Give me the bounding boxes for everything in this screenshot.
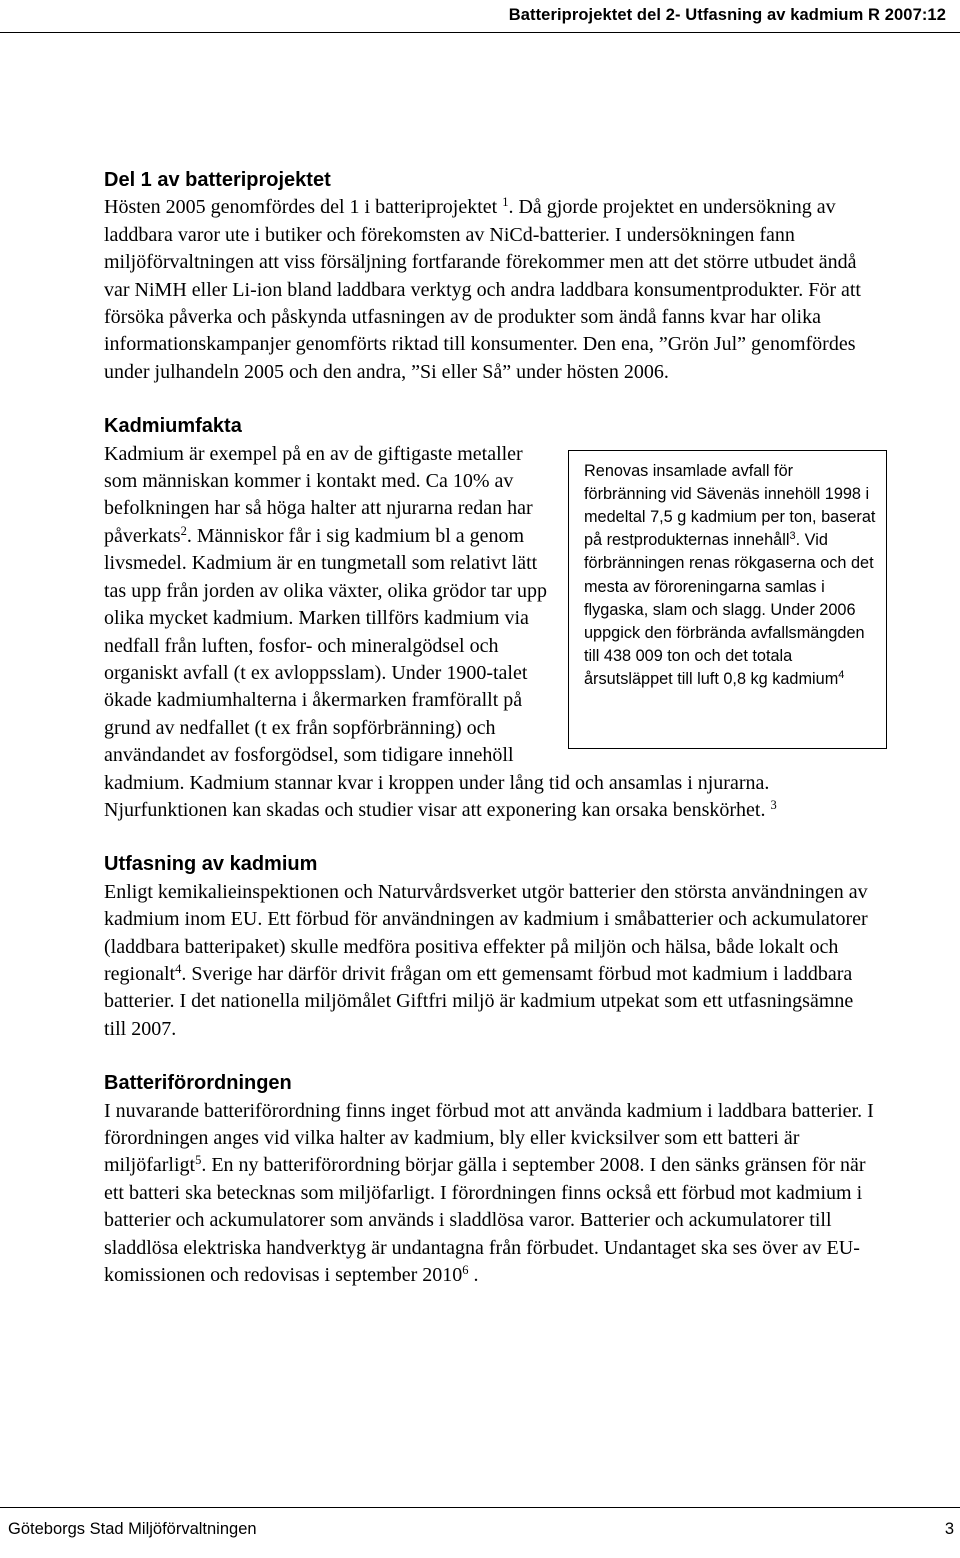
heading-del1: Del 1 av batteriprojektet xyxy=(104,169,331,191)
text: Enligt kemikalieinspektionen och Naturvårdsverket utgör batterier den största användningen av kadmium inom EU. Ett förbud för användningen av kadmium i småbatterier och ackumulatorer (laddbara batteripaket) skulle medföra positiva effekter på miljön och hälsa, både lokalt och regionalt xyxy=(104,880,868,985)
footnote-ref: 4 xyxy=(175,961,182,976)
paragraph-batteriforordningen xyxy=(104,1098,874,1290)
text: . xyxy=(468,1264,479,1287)
text: . Då gjorde projektet en undersökning av laddbara varor ute i butiker och förekomsten av NiCd-batterier. I undersökningen fann miljöförvaltningen att viss försäljning fortfarande förekommer men att det större utbudet ändå var NiMH eller Li-ion bland laddbara verktyg och andra laddbara konsumentprodukter. För att försöka påverka och påskynda utfasningen av de produkter som ändå fanns kvar har olika informationskampanjer genomförts riktad till konsumenter. Den ena, ”Grön Jul” genomfördes under julhandeln 2005 och den andra, ”Si eller Så” under hösten 2006. xyxy=(104,196,861,383)
footnote-ref: 5 xyxy=(195,1153,202,1168)
text: Hösten 2005 genomfördes del 1 i batteriprojektet xyxy=(104,196,503,219)
text: Kadmium är exempel på en av de giftigaste metaller som människan kommer i kontakt med. Ca 10% av befolkningen har så höga halter att njurarna redan har påverkats xyxy=(104,442,533,547)
text: . Vid förbränningen renas rökgaserna och det mesta av föroreningarna samlas i flygaska, slam och slagg. Under 2006 uppgick den förbrända avfallsmängden till 438 009 ton och det totala årsutsläppet till luft 0,8 kg kadmium xyxy=(584,531,874,689)
header-rule xyxy=(0,32,960,33)
heading-kadmiumfakta: Kadmiumfakta xyxy=(104,415,242,438)
section-del1 xyxy=(104,167,874,386)
footer-rule xyxy=(0,1507,960,1508)
footnote-ref: 3 xyxy=(770,797,777,812)
paragraph-del1 xyxy=(104,194,874,386)
document-body xyxy=(104,167,874,1289)
section-kadmiumfakta xyxy=(104,413,874,824)
footnote-ref: 4 xyxy=(838,669,845,682)
fact-box xyxy=(568,450,887,749)
text: . Sverige har därför drivit frågan om ett gemensamt förbud mot kadmium i laddbara batterier. I det nationella miljömålet Giftfri miljö är kadmium utpekat som ett utfasningsämne till 2007. xyxy=(104,962,854,1040)
running-header: Batteriprojektet del 2- Utfasning av kadmium R 2007:12 xyxy=(508,6,946,24)
text: I nuvarande batteriförordning finns inget förbud mot att använda kadmium i laddbara batterier. I förordningen anges vid vilka halter av kadmium, bly eller kvicksilver som ett batteri är miljöfarligt xyxy=(104,1099,874,1177)
footnote-ref: 6 xyxy=(462,1263,469,1278)
section-batteriforordningen xyxy=(104,1070,874,1289)
footnote-ref: 2 xyxy=(180,523,187,538)
heading-batteriforordningen: Batteriförordningen xyxy=(104,1072,292,1095)
footnote-ref: 1 xyxy=(502,195,509,210)
paragraph-utfasning xyxy=(104,879,874,1043)
text: . Människor får i sig kadmium bl a genom livsmedel. Kadmium är en tungmetall som relativt lätt tas upp från jorden av olika växter, olika grödor tar upp olika mycket kadmium. Marken tillförs kadmium via nedfall från luften, fosfor- och mineralgödsel och organiskt avfall (t ex avloppsslam). Under 1900-talet ökade kadmiumhalterna i åkermarken framförallt på grund av nedfallet (t ex från sopförbränning) och användandet av fosforgödsel, som tidigare innehöll kadmium. Kadmium stannar kvar i kroppen under lång tid och ansamlas i njurarna. Njurfunktionen kan skadas och studier visar att exponering kan orsaka benskörhet. xyxy=(104,524,770,821)
heading-utfasning: Utfasning av kadmium xyxy=(104,853,318,876)
text: . En ny batteriförordning börjar gälla i september 2008. I den sänks gränsen för när ett batteri ska betecknas som miljöfarligt. I förordningen finns också ett förbud mot kadmium i batterier och ackumulatorer som används i sladdlösa varor. Batterier och ackumulatorer till sladdlösa elektriska handverktyg är undantagna från förbudet. Undantaget ska ses över av EU-komissionen och redovisas i september 2010 xyxy=(104,1154,866,1287)
page-number: 3 xyxy=(944,1520,954,1538)
text: Renovas insamlade avfall för förbränning vid Sävenäs innehöll 1998 i medeltal 7,5 g kadmium per ton, baserat på restprodukternas innehåll xyxy=(584,461,876,550)
footer-organization: Göteborgs Stad Miljöförvaltningen xyxy=(8,1520,257,1538)
footnote-ref: 3 xyxy=(789,530,796,543)
section-utfasning xyxy=(104,851,874,1043)
